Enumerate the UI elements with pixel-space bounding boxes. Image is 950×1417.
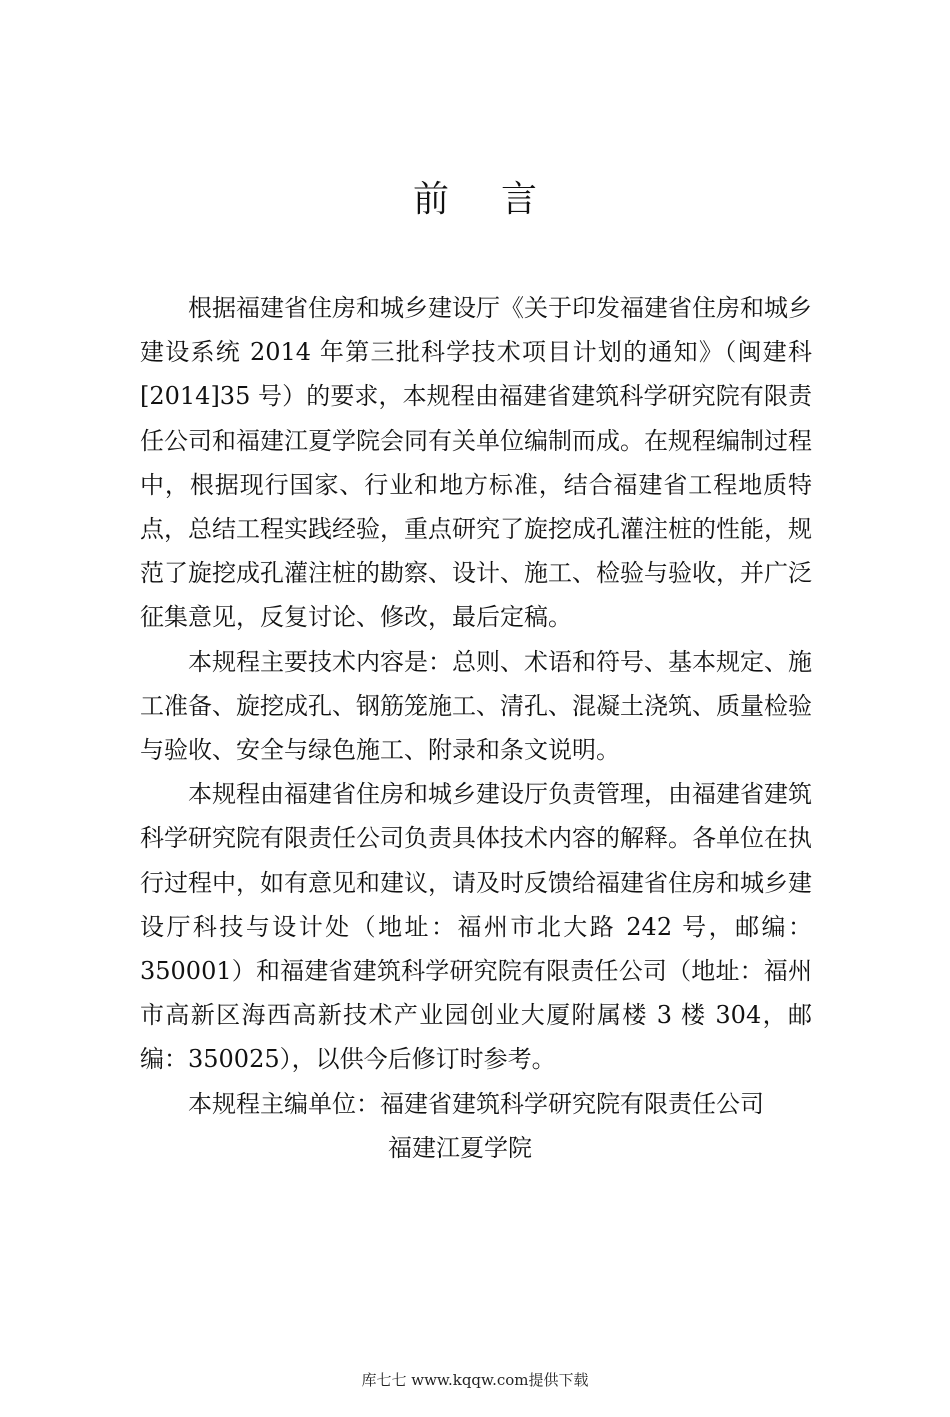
paragraph-management: 本规程由福建省住房和城乡建设厅负责管理，由福建省建筑科学研究院有限责任公司负责具体技术内容的解释。各单位在执行过程中，如有意见和建议，请及时反馈给福建省住房和城乡建设厅科技与设计处（地址：福州市北大路 242 号，邮编：350001）和福建省建筑科学研究院有限责任公司（地址：福州市高新区海西高新技术产业园创业大厦附属楼 3 楼 304，邮编：350025），以供今后修订时参考。 <box>140 780 812 1074</box>
co-editor-line: 福建江夏学院 <box>388 1133 532 1162</box>
chief-editor-line: 本规程主编单位：福建省建筑科学研究院有限责任公司 <box>188 1089 764 1118</box>
download-footer: 库七七 www.kqqw.com提供下载 <box>361 1371 589 1389</box>
title-char-2: 言 <box>501 179 538 220</box>
title-char-1: 前 <box>412 179 449 220</box>
paragraph-contents: 本规程主要技术内容是：总则、术语和符号、基本规定、施工准备、旋挖成孔、钢筋笼施工、清孔、混凝土浇筑、质量检验与验收、安全与绿色施工、附录和条文说明。 <box>140 647 812 765</box>
preface-body <box>140 286 812 1170</box>
page-title <box>0 176 950 224</box>
paragraph-basis: 根据福建省住房和城乡建设厅《关于印发福建省住房和城乡建设系统 2014 年第三批科学技术项目计划的通知》（闽建科[2014]35 号）的要求，本规程由福建省建筑科学研究院有限责任公司和福建江夏学院会同有关单位编制而成。在规程编制过程中，根据现行国家、行业和地方标准，结合福建省工程地质特点，总结工程实践经验，重点研究了旋挖成孔灌注桩的性能，规范了旋挖成孔灌注桩的勘察、设计、施工、检验与验收，并广泛征集意见，反复讨论、修改，最后定稿。 <box>140 294 812 632</box>
